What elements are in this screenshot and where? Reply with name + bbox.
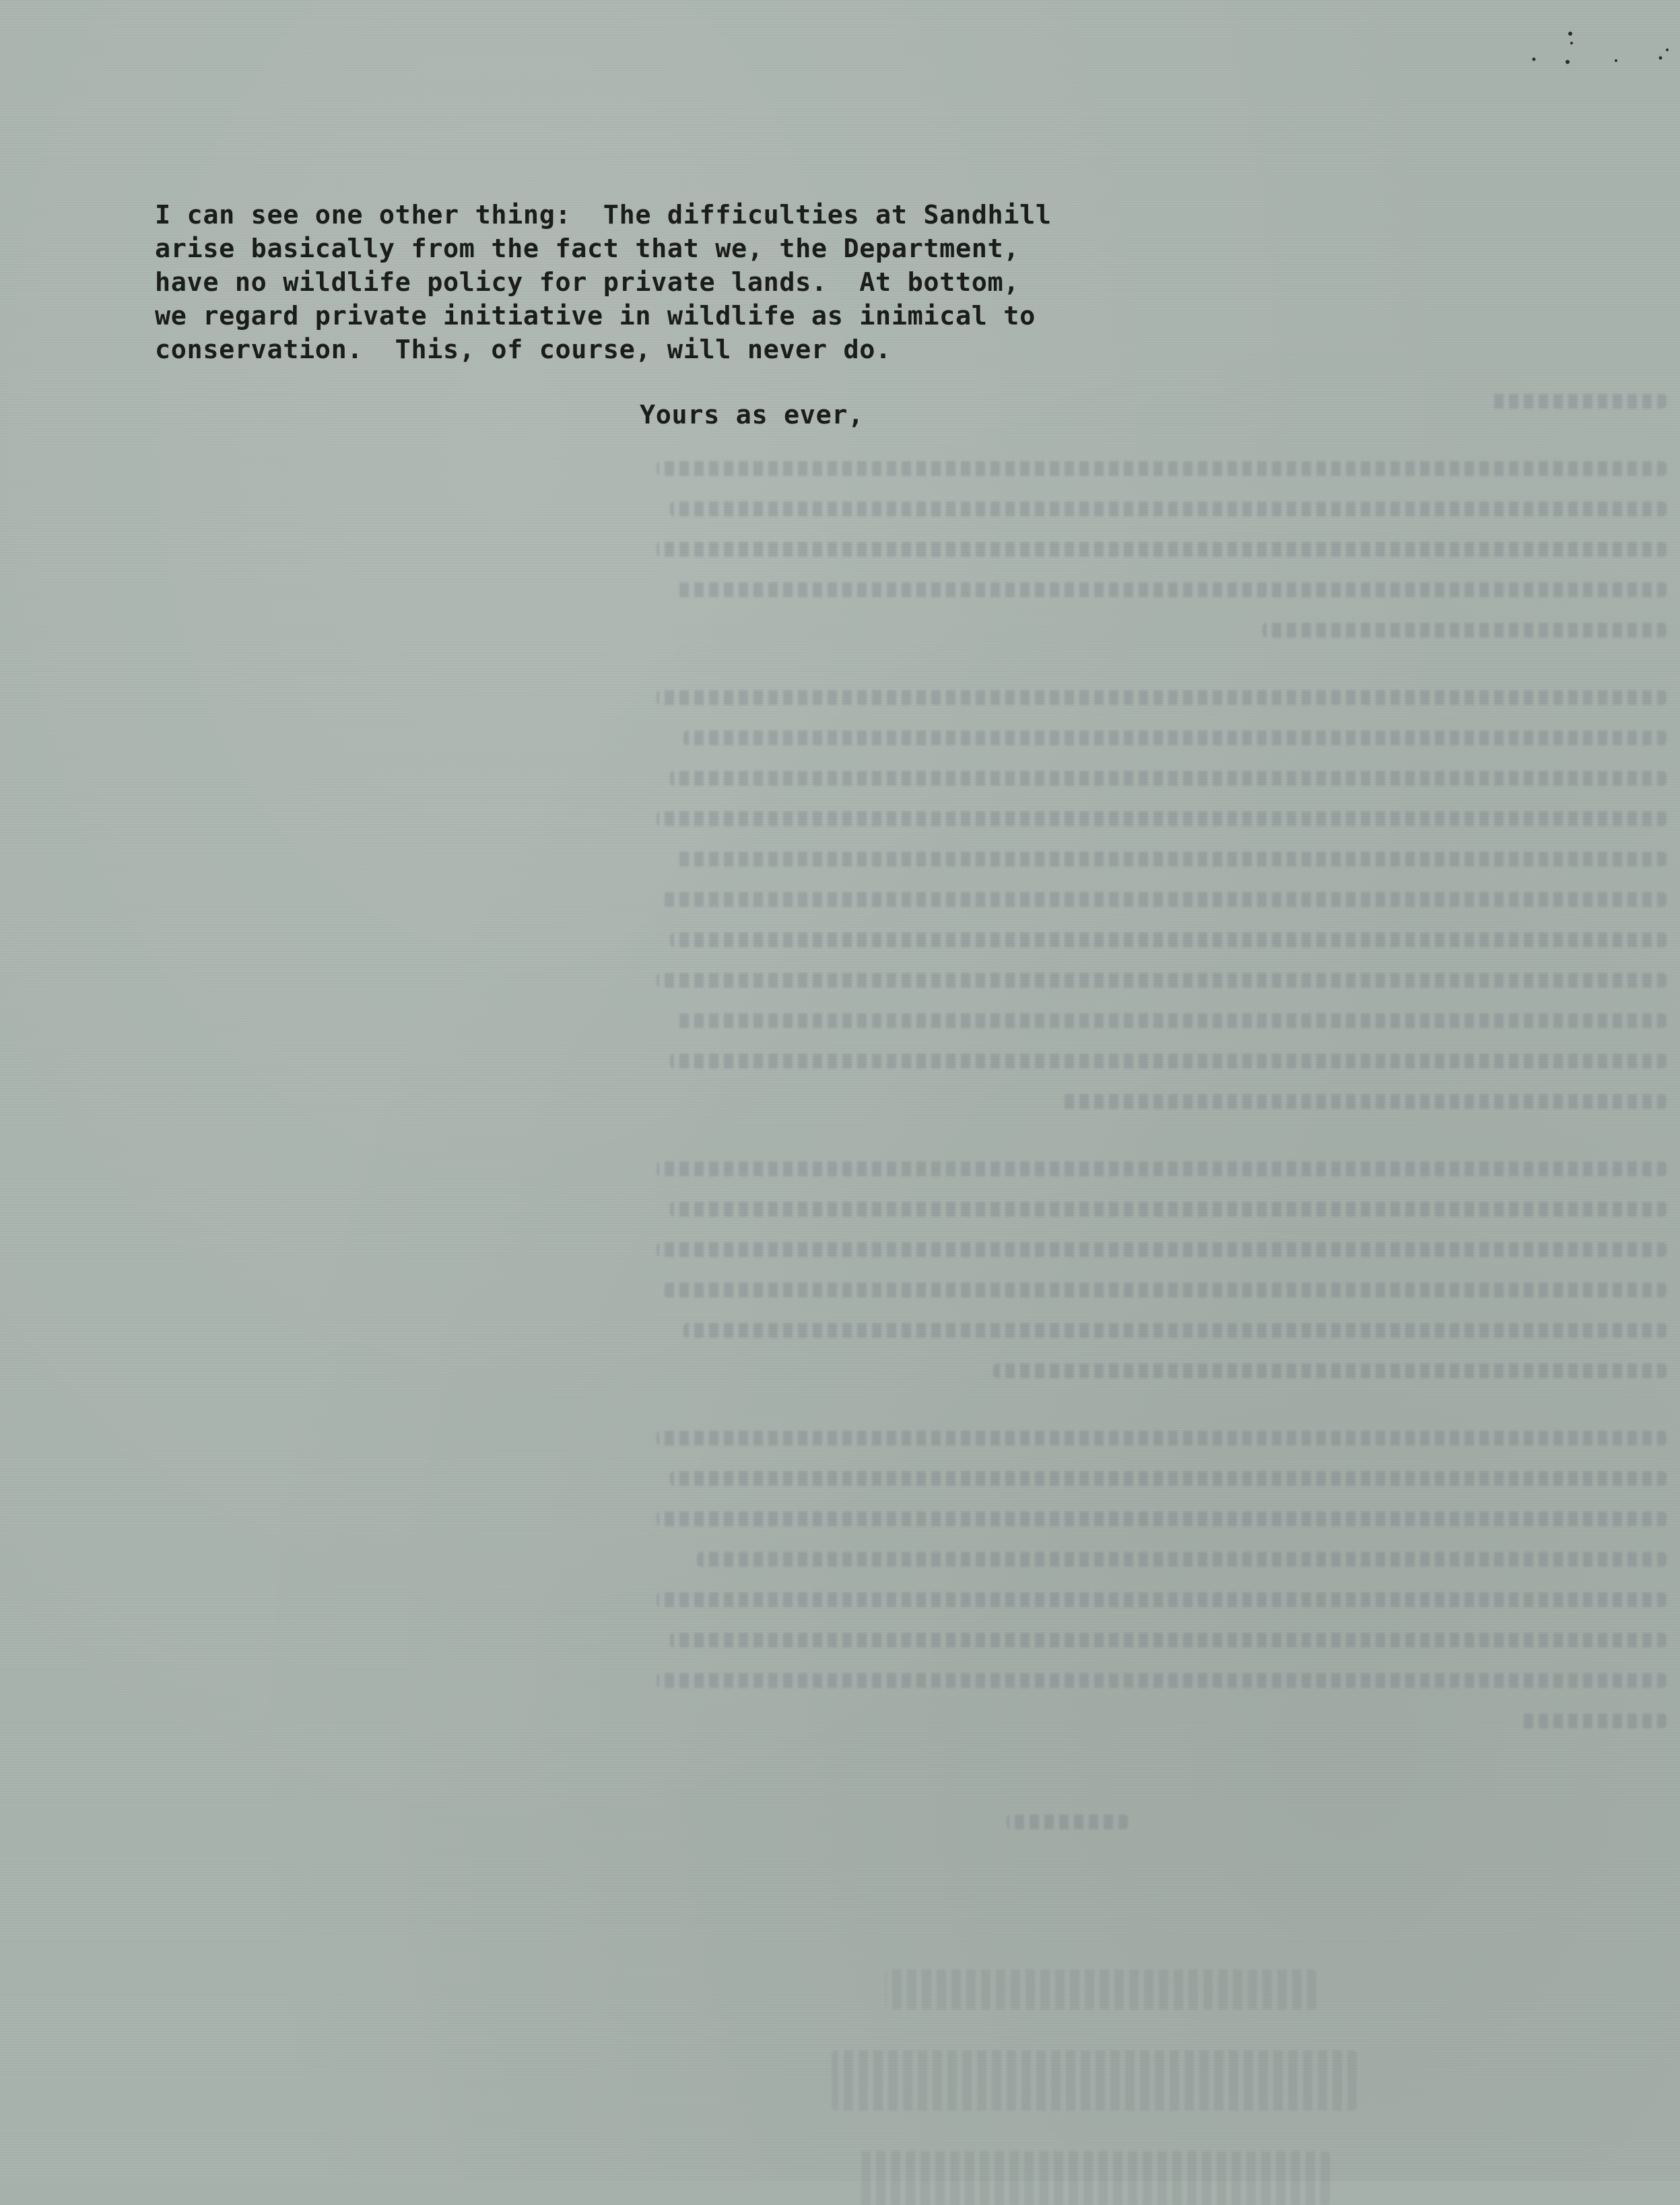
letter-line: have no wildlife policy for private lands. At bottom, [155, 267, 1020, 298]
letter-paragraph [155, 199, 1151, 367]
letter-line: conservation. This, of course, will never do. [155, 335, 892, 365]
letter-line: arise basically from the fact that we, the Department, [155, 234, 1020, 264]
bleed-through-reverse-text [455, 387, 1667, 2205]
letter-closing: Yours as ever, [640, 400, 864, 430]
letter-line: I can see one other thing: The difficulties at Sandhill [155, 200, 1052, 230]
letter-line: we regard private initiative in wildlife as inimical to [155, 301, 1036, 331]
paper-specks-icon [1528, 30, 1677, 70]
